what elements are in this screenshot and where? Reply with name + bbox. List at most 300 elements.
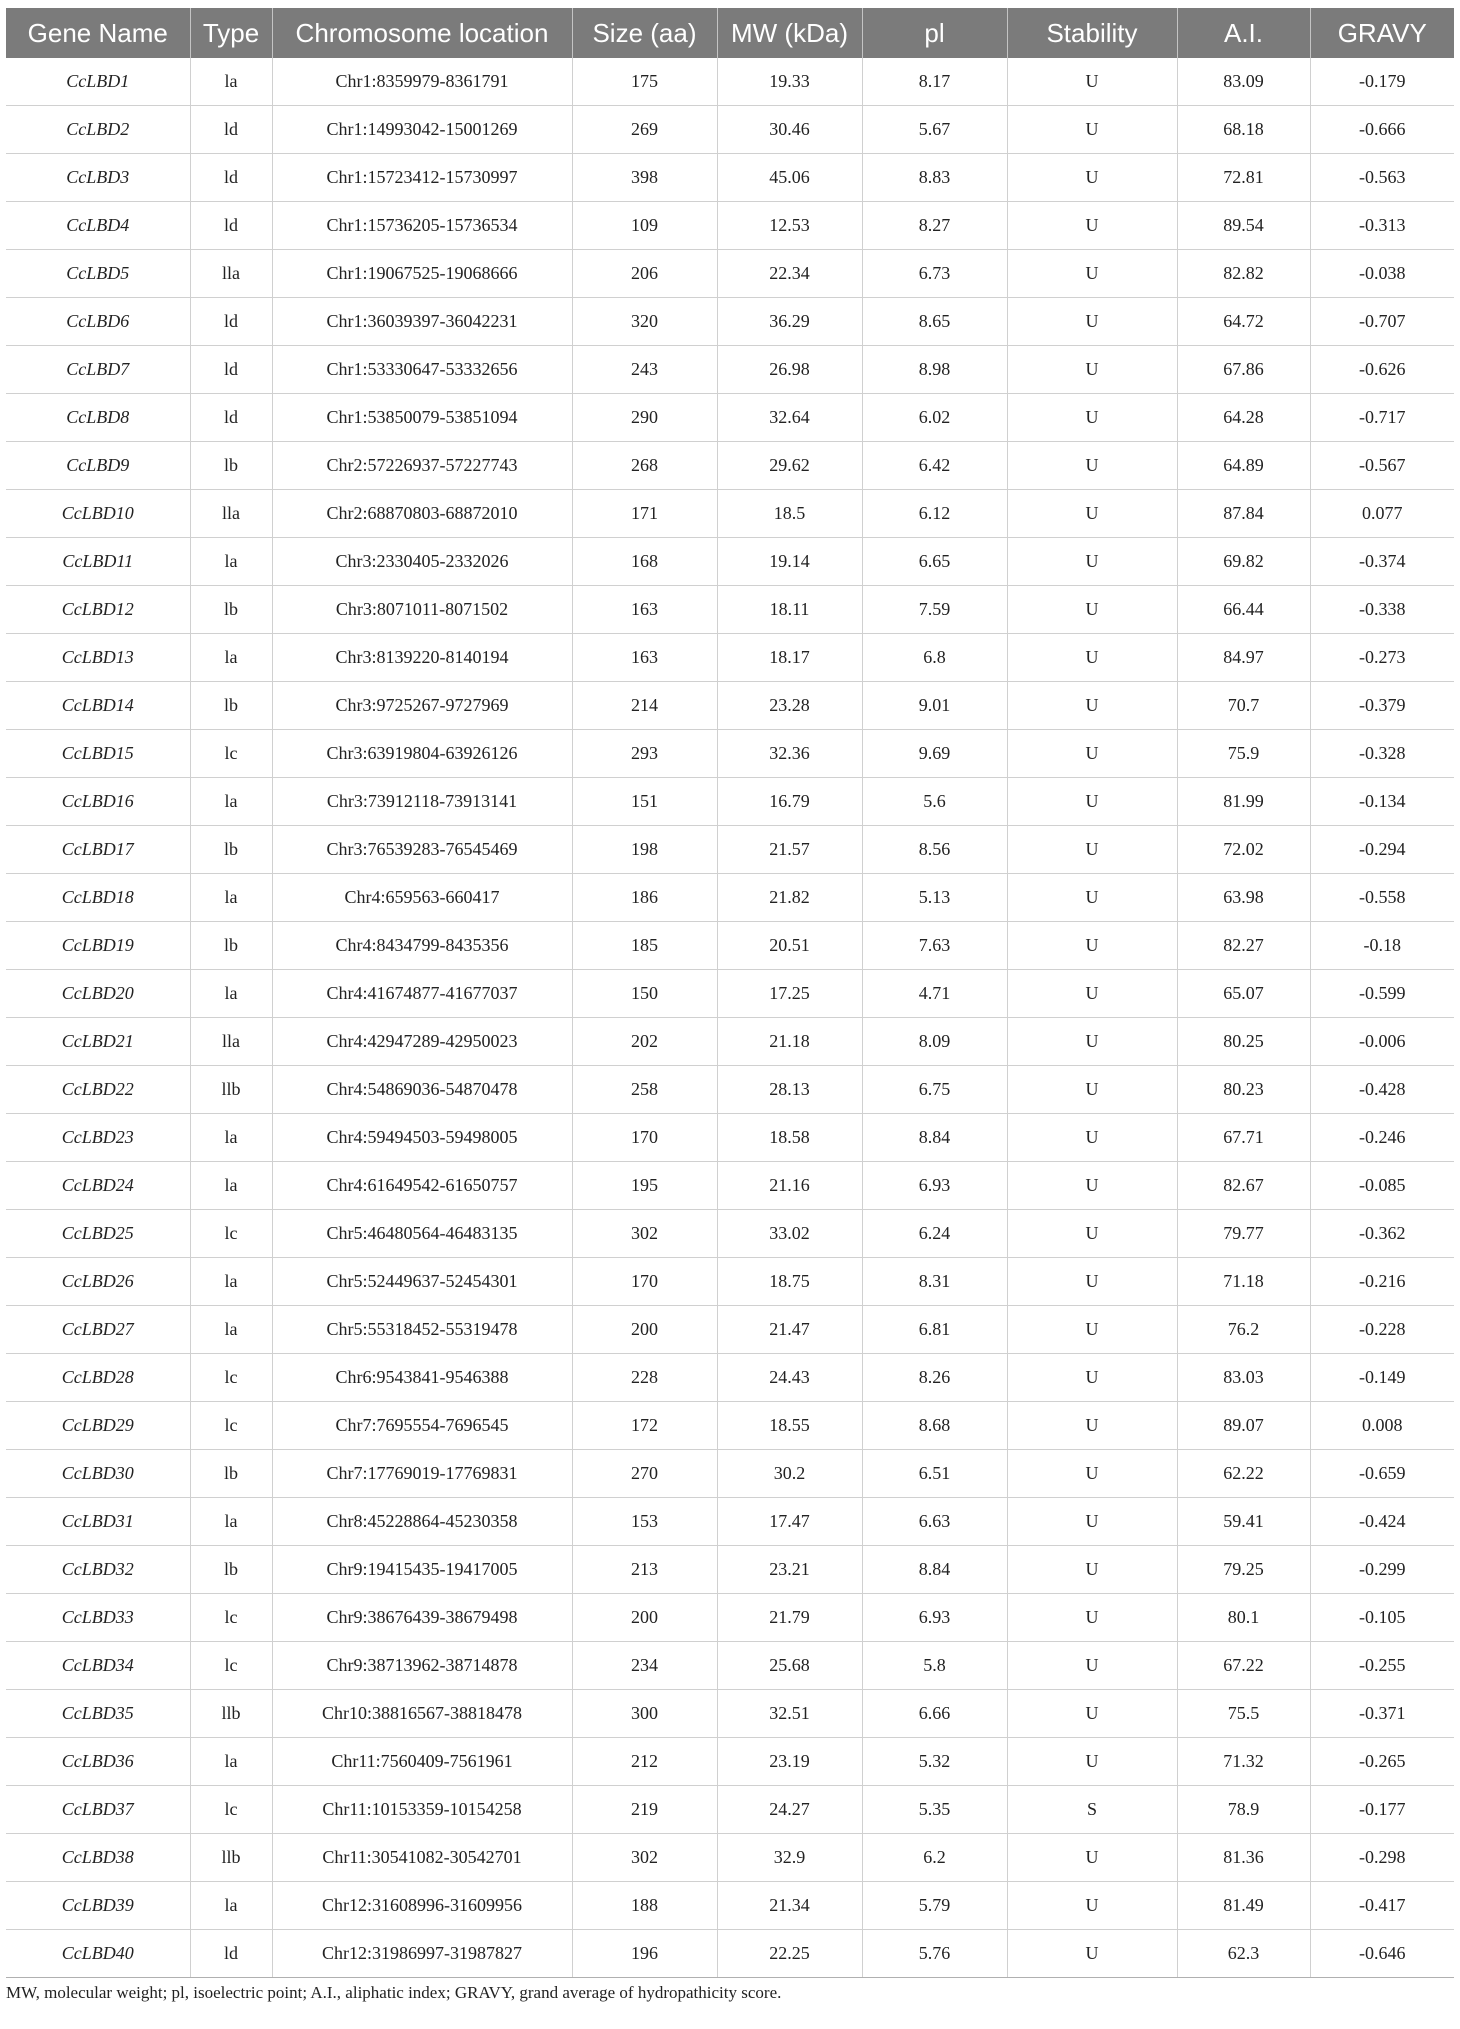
gene-name-cell: CcLBD21 — [6, 1018, 190, 1066]
chromosome-location-cell: Chr8:45228864-45230358 — [272, 1498, 572, 1546]
table-row — [6, 682, 1454, 730]
gravy-cell: -0.717 — [1310, 394, 1454, 442]
chromosome-location-cell: Chr4:659563-660417 — [272, 874, 572, 922]
type-cell: lb — [190, 826, 272, 874]
type-cell: la — [190, 1882, 272, 1930]
header-pi: pl — [862, 8, 1007, 58]
stability-cell: U — [1007, 1210, 1177, 1258]
gene-name-cell: CcLBD20 — [6, 970, 190, 1018]
table-row — [6, 538, 1454, 586]
stability-cell: U — [1007, 1738, 1177, 1786]
gravy-cell: -0.006 — [1310, 1018, 1454, 1066]
size-cell: 206 — [572, 250, 717, 298]
mw-cell: 30.2 — [717, 1450, 862, 1498]
gravy-cell: -0.18 — [1310, 922, 1454, 970]
mw-cell: 12.53 — [717, 202, 862, 250]
mw-cell: 25.68 — [717, 1642, 862, 1690]
stability-cell: U — [1007, 970, 1177, 1018]
gravy-cell: -0.299 — [1310, 1546, 1454, 1594]
chromosome-location-cell: Chr3:2330405-2332026 — [272, 538, 572, 586]
type-cell: lc — [190, 1210, 272, 1258]
chromosome-location-cell: Chr1:19067525-19068666 — [272, 250, 572, 298]
chromosome-location-cell: Chr6:9543841-9546388 — [272, 1354, 572, 1402]
mw-cell: 33.02 — [717, 1210, 862, 1258]
gravy-cell: -0.599 — [1310, 970, 1454, 1018]
gravy-cell: -0.105 — [1310, 1594, 1454, 1642]
pi-cell: 8.84 — [862, 1114, 1007, 1162]
stability-cell: U — [1007, 250, 1177, 298]
ai-cell: 87.84 — [1177, 490, 1310, 538]
gene-name-cell: CcLBD2 — [6, 106, 190, 154]
table-row — [6, 1162, 1454, 1210]
stability-cell: U — [1007, 1306, 1177, 1354]
stability-cell: U — [1007, 1498, 1177, 1546]
type-cell: ld — [190, 1930, 272, 1978]
type-cell: la — [190, 970, 272, 1018]
type-cell: lb — [190, 922, 272, 970]
stability-cell: U — [1007, 634, 1177, 682]
pi-cell: 6.93 — [862, 1594, 1007, 1642]
type-cell: lc — [190, 1402, 272, 1450]
gravy-cell: -0.298 — [1310, 1834, 1454, 1882]
size-cell: 219 — [572, 1786, 717, 1834]
mw-cell: 30.46 — [717, 106, 862, 154]
gravy-cell: -0.646 — [1310, 1930, 1454, 1978]
gene-name-cell: CcLBD33 — [6, 1594, 190, 1642]
size-cell: 214 — [572, 682, 717, 730]
size-cell: 228 — [572, 1354, 717, 1402]
stability-cell: U — [1007, 1834, 1177, 1882]
gravy-cell: -0.246 — [1310, 1114, 1454, 1162]
gene-name-cell: CcLBD5 — [6, 250, 190, 298]
pi-cell: 7.59 — [862, 586, 1007, 634]
table-row — [6, 1354, 1454, 1402]
stability-cell: U — [1007, 1018, 1177, 1066]
mw-cell: 24.27 — [717, 1786, 862, 1834]
size-cell: 258 — [572, 1066, 717, 1114]
stability-cell: U — [1007, 1066, 1177, 1114]
stability-cell: U — [1007, 58, 1177, 106]
table-row — [6, 826, 1454, 874]
table-row — [6, 1690, 1454, 1738]
type-cell: lc — [190, 730, 272, 778]
pi-cell: 5.79 — [862, 1882, 1007, 1930]
table-row — [6, 1738, 1454, 1786]
ai-cell: 79.25 — [1177, 1546, 1310, 1594]
gravy-cell: -0.707 — [1310, 298, 1454, 346]
size-cell: 320 — [572, 298, 717, 346]
ai-cell: 72.81 — [1177, 154, 1310, 202]
type-cell: la — [190, 538, 272, 586]
mw-cell: 17.25 — [717, 970, 862, 1018]
mw-cell: 20.51 — [717, 922, 862, 970]
stability-cell: U — [1007, 154, 1177, 202]
pi-cell: 6.73 — [862, 250, 1007, 298]
pi-cell: 6.65 — [862, 538, 1007, 586]
chromosome-location-cell: Chr1:14993042-15001269 — [272, 106, 572, 154]
type-cell: la — [190, 1498, 272, 1546]
stability-cell: U — [1007, 1258, 1177, 1306]
table-row — [6, 1642, 1454, 1690]
table-row — [6, 922, 1454, 970]
type-cell: la — [190, 1258, 272, 1306]
stability-cell: U — [1007, 682, 1177, 730]
chromosome-location-cell: Chr11:7560409-7561961 — [272, 1738, 572, 1786]
table-row — [6, 1594, 1454, 1642]
table-row — [6, 442, 1454, 490]
stability-cell: U — [1007, 778, 1177, 826]
chromosome-location-cell: Chr3:63919804-63926126 — [272, 730, 572, 778]
chromosome-location-cell: Chr3:73912118-73913141 — [272, 778, 572, 826]
chromosome-location-cell: Chr1:36039397-36042231 — [272, 298, 572, 346]
ai-cell: 62.3 — [1177, 1930, 1310, 1978]
chromosome-location-cell: Chr1:15723412-15730997 — [272, 154, 572, 202]
table-row — [6, 1066, 1454, 1114]
type-cell: ld — [190, 394, 272, 442]
type-cell: ld — [190, 346, 272, 394]
pi-cell: 5.35 — [862, 1786, 1007, 1834]
mw-cell: 22.25 — [717, 1930, 862, 1978]
chromosome-location-cell: Chr4:42947289-42950023 — [272, 1018, 572, 1066]
ai-cell: 75.9 — [1177, 730, 1310, 778]
pi-cell: 5.13 — [862, 874, 1007, 922]
stability-cell: U — [1007, 586, 1177, 634]
gravy-cell: -0.273 — [1310, 634, 1454, 682]
pi-cell: 8.31 — [862, 1258, 1007, 1306]
stability-cell: U — [1007, 1594, 1177, 1642]
pi-cell: 6.81 — [862, 1306, 1007, 1354]
size-cell: 300 — [572, 1690, 717, 1738]
ai-cell: 70.7 — [1177, 682, 1310, 730]
stability-cell: U — [1007, 826, 1177, 874]
gene-name-cell: CcLBD1 — [6, 58, 190, 106]
type-cell: llb — [190, 1834, 272, 1882]
table-row — [6, 1546, 1454, 1594]
size-cell: 290 — [572, 394, 717, 442]
gravy-cell: -0.149 — [1310, 1354, 1454, 1402]
header-size: Size (aa) — [572, 8, 717, 58]
ai-cell: 84.97 — [1177, 634, 1310, 682]
pi-cell: 8.17 — [862, 58, 1007, 106]
pi-cell: 7.63 — [862, 922, 1007, 970]
ai-cell: 81.36 — [1177, 1834, 1310, 1882]
mw-cell: 21.79 — [717, 1594, 862, 1642]
pi-cell: 6.12 — [862, 490, 1007, 538]
size-cell: 213 — [572, 1546, 717, 1594]
table-row — [6, 1402, 1454, 1450]
type-cell: lb — [190, 586, 272, 634]
gravy-cell: -0.228 — [1310, 1306, 1454, 1354]
type-cell: lc — [190, 1354, 272, 1402]
ai-cell: 83.03 — [1177, 1354, 1310, 1402]
pi-cell: 8.68 — [862, 1402, 1007, 1450]
header-mw: MW (kDa) — [717, 8, 862, 58]
chromosome-location-cell: Chr12:31986997-31987827 — [272, 1930, 572, 1978]
pi-cell: 6.24 — [862, 1210, 1007, 1258]
gravy-cell: -0.424 — [1310, 1498, 1454, 1546]
ai-cell: 79.77 — [1177, 1210, 1310, 1258]
stability-cell: U — [1007, 1930, 1177, 1978]
mw-cell: 21.16 — [717, 1162, 862, 1210]
table-row — [6, 1834, 1454, 1882]
stability-cell: U — [1007, 1354, 1177, 1402]
gravy-cell: 0.077 — [1310, 490, 1454, 538]
type-cell: la — [190, 634, 272, 682]
table-row — [6, 58, 1454, 106]
mw-cell: 29.62 — [717, 442, 862, 490]
table-row — [6, 874, 1454, 922]
size-cell: 170 — [572, 1114, 717, 1162]
chromosome-location-cell: Chr11:30541082-30542701 — [272, 1834, 572, 1882]
gene-name-cell: CcLBD22 — [6, 1066, 190, 1114]
size-cell: 293 — [572, 730, 717, 778]
type-cell: llb — [190, 1690, 272, 1738]
chromosome-location-cell: Chr4:61649542-61650757 — [272, 1162, 572, 1210]
gravy-cell: -0.659 — [1310, 1450, 1454, 1498]
type-cell: ld — [190, 154, 272, 202]
chromosome-location-cell: Chr1:53850079-53851094 — [272, 394, 572, 442]
ai-cell: 80.23 — [1177, 1066, 1310, 1114]
header-type: Type — [190, 8, 272, 58]
ai-cell: 81.49 — [1177, 1882, 1310, 1930]
chromosome-location-cell: Chr3:8139220-8140194 — [272, 634, 572, 682]
size-cell: 302 — [572, 1834, 717, 1882]
table-row — [6, 1018, 1454, 1066]
stability-cell: U — [1007, 538, 1177, 586]
type-cell: lb — [190, 1450, 272, 1498]
ai-cell: 89.54 — [1177, 202, 1310, 250]
pi-cell: 6.42 — [862, 442, 1007, 490]
table-row — [6, 1210, 1454, 1258]
stability-cell: U — [1007, 346, 1177, 394]
size-cell: 196 — [572, 1930, 717, 1978]
gravy-cell: -0.338 — [1310, 586, 1454, 634]
stability-cell: U — [1007, 730, 1177, 778]
size-cell: 168 — [572, 538, 717, 586]
mw-cell: 22.34 — [717, 250, 862, 298]
size-cell: 150 — [572, 970, 717, 1018]
type-cell: lc — [190, 1594, 272, 1642]
mw-cell: 32.36 — [717, 730, 862, 778]
table-body — [6, 58, 1454, 1978]
ai-cell: 67.71 — [1177, 1114, 1310, 1162]
stability-cell: U — [1007, 1690, 1177, 1738]
gravy-cell: -0.428 — [1310, 1066, 1454, 1114]
ai-cell: 62.22 — [1177, 1450, 1310, 1498]
mw-cell: 17.47 — [717, 1498, 862, 1546]
pi-cell: 6.8 — [862, 634, 1007, 682]
gravy-cell: -0.216 — [1310, 1258, 1454, 1306]
size-cell: 172 — [572, 1402, 717, 1450]
chromosome-location-cell: Chr12:31608996-31609956 — [272, 1882, 572, 1930]
size-cell: 175 — [572, 58, 717, 106]
table-row — [6, 1450, 1454, 1498]
size-cell: 270 — [572, 1450, 717, 1498]
size-cell: 188 — [572, 1882, 717, 1930]
table-row — [6, 250, 1454, 298]
mw-cell: 21.82 — [717, 874, 862, 922]
gene-name-cell: CcLBD16 — [6, 778, 190, 826]
gene-name-cell: CcLBD19 — [6, 922, 190, 970]
ai-cell: 66.44 — [1177, 586, 1310, 634]
gravy-cell: -0.666 — [1310, 106, 1454, 154]
table-row — [6, 586, 1454, 634]
stability-cell: U — [1007, 106, 1177, 154]
ai-cell: 65.07 — [1177, 970, 1310, 1018]
gravy-cell: -0.362 — [1310, 1210, 1454, 1258]
gene-name-cell: CcLBD24 — [6, 1162, 190, 1210]
stability-cell: S — [1007, 1786, 1177, 1834]
mw-cell: 24.43 — [717, 1354, 862, 1402]
type-cell: la — [190, 778, 272, 826]
mw-cell: 19.14 — [717, 538, 862, 586]
gravy-cell: -0.294 — [1310, 826, 1454, 874]
table-row — [6, 778, 1454, 826]
size-cell: 243 — [572, 346, 717, 394]
gene-name-cell: CcLBD15 — [6, 730, 190, 778]
mw-cell: 16.79 — [717, 778, 862, 826]
ai-cell: 83.09 — [1177, 58, 1310, 106]
mw-cell: 23.19 — [717, 1738, 862, 1786]
chromosome-location-cell: Chr4:59494503-59498005 — [272, 1114, 572, 1162]
chromosome-location-cell: Chr5:52449637-52454301 — [272, 1258, 572, 1306]
gene-name-cell: CcLBD26 — [6, 1258, 190, 1306]
gene-name-cell: CcLBD38 — [6, 1834, 190, 1882]
ai-cell: 76.2 — [1177, 1306, 1310, 1354]
ai-cell: 64.28 — [1177, 394, 1310, 442]
pi-cell: 9.69 — [862, 730, 1007, 778]
gravy-cell: -0.179 — [1310, 58, 1454, 106]
pi-cell: 5.76 — [862, 1930, 1007, 1978]
ai-cell: 82.82 — [1177, 250, 1310, 298]
chromosome-location-cell: Chr5:55318452-55319478 — [272, 1306, 572, 1354]
table-row — [6, 1882, 1454, 1930]
type-cell: ld — [190, 202, 272, 250]
size-cell: 202 — [572, 1018, 717, 1066]
pi-cell: 6.66 — [862, 1690, 1007, 1738]
type-cell: lla — [190, 490, 272, 538]
type-cell: ld — [190, 298, 272, 346]
mw-cell: 18.5 — [717, 490, 862, 538]
table-row — [6, 1306, 1454, 1354]
ai-cell: 78.9 — [1177, 1786, 1310, 1834]
size-cell: 186 — [572, 874, 717, 922]
ai-cell: 82.67 — [1177, 1162, 1310, 1210]
type-cell: la — [190, 58, 272, 106]
gene-name-cell: CcLBD37 — [6, 1786, 190, 1834]
table-row — [6, 634, 1454, 682]
stability-cell: U — [1007, 874, 1177, 922]
ai-cell: 71.32 — [1177, 1738, 1310, 1786]
size-cell: 109 — [572, 202, 717, 250]
gene-name-cell: CcLBD39 — [6, 1882, 190, 1930]
table-row — [6, 202, 1454, 250]
pi-cell: 8.65 — [862, 298, 1007, 346]
gene-name-cell: CcLBD35 — [6, 1690, 190, 1738]
type-cell: la — [190, 874, 272, 922]
pi-cell: 8.09 — [862, 1018, 1007, 1066]
mw-cell: 18.17 — [717, 634, 862, 682]
chromosome-location-cell: Chr3:8071011-8071502 — [272, 586, 572, 634]
table-row — [6, 970, 1454, 1018]
chromosome-location-cell: Chr4:54869036-54870478 — [272, 1066, 572, 1114]
chromosome-location-cell: Chr9:38676439-38679498 — [272, 1594, 572, 1642]
gene-name-cell: CcLBD25 — [6, 1210, 190, 1258]
header-stability: Stability — [1007, 8, 1177, 58]
gene-name-cell: CcLBD23 — [6, 1114, 190, 1162]
table-row — [6, 298, 1454, 346]
type-cell: la — [190, 1306, 272, 1354]
type-cell: lc — [190, 1642, 272, 1690]
gene-name-cell: CcLBD18 — [6, 874, 190, 922]
pi-cell: 6.2 — [862, 1834, 1007, 1882]
chromosome-location-cell: Chr7:17769019-17769831 — [272, 1450, 572, 1498]
size-cell: 163 — [572, 634, 717, 682]
gene-name-cell: CcLBD27 — [6, 1306, 190, 1354]
chromosome-location-cell: Chr10:38816567-38818478 — [272, 1690, 572, 1738]
pi-cell: 8.84 — [862, 1546, 1007, 1594]
ai-cell: 80.25 — [1177, 1018, 1310, 1066]
chromosome-location-cell: Chr3:9725267-9727969 — [272, 682, 572, 730]
pi-cell: 4.71 — [862, 970, 1007, 1018]
gravy-cell: -0.417 — [1310, 1882, 1454, 1930]
size-cell: 200 — [572, 1306, 717, 1354]
size-cell: 195 — [572, 1162, 717, 1210]
gene-name-cell: CcLBD10 — [6, 490, 190, 538]
mw-cell: 21.18 — [717, 1018, 862, 1066]
size-cell: 185 — [572, 922, 717, 970]
ai-cell: 67.22 — [1177, 1642, 1310, 1690]
gene-name-cell: CcLBD40 — [6, 1930, 190, 1978]
gravy-cell: -0.177 — [1310, 1786, 1454, 1834]
gravy-cell: 0.008 — [1310, 1402, 1454, 1450]
mw-cell: 23.28 — [717, 682, 862, 730]
ai-cell: 63.98 — [1177, 874, 1310, 922]
gene-properties-table — [6, 8, 1454, 1978]
stability-cell: U — [1007, 442, 1177, 490]
ai-cell: 67.86 — [1177, 346, 1310, 394]
table-row — [6, 106, 1454, 154]
pi-cell: 5.67 — [862, 106, 1007, 154]
mw-cell: 19.33 — [717, 58, 862, 106]
stability-cell: U — [1007, 202, 1177, 250]
ai-cell: 59.41 — [1177, 1498, 1310, 1546]
size-cell: 212 — [572, 1738, 717, 1786]
pi-cell: 8.27 — [862, 202, 1007, 250]
table-row — [6, 1930, 1454, 1978]
chromosome-location-cell: Chr2:68870803-68872010 — [272, 490, 572, 538]
size-cell: 153 — [572, 1498, 717, 1546]
chromosome-location-cell: Chr7:7695554-7696545 — [272, 1402, 572, 1450]
gravy-cell: -0.313 — [1310, 202, 1454, 250]
table-header-row — [6, 8, 1454, 58]
mw-cell: 21.47 — [717, 1306, 862, 1354]
type-cell: la — [190, 1114, 272, 1162]
ai-cell: 64.89 — [1177, 442, 1310, 490]
stability-cell: U — [1007, 922, 1177, 970]
size-cell: 198 — [572, 826, 717, 874]
ai-cell: 81.99 — [1177, 778, 1310, 826]
mw-cell: 26.98 — [717, 346, 862, 394]
size-cell: 302 — [572, 1210, 717, 1258]
type-cell: lb — [190, 1546, 272, 1594]
mw-cell: 18.11 — [717, 586, 862, 634]
gene-name-cell: CcLBD34 — [6, 1642, 190, 1690]
pi-cell: 6.93 — [862, 1162, 1007, 1210]
mw-cell: 18.58 — [717, 1114, 862, 1162]
header-chromosome-location: Chromosome location — [272, 8, 572, 58]
table-row — [6, 1498, 1454, 1546]
